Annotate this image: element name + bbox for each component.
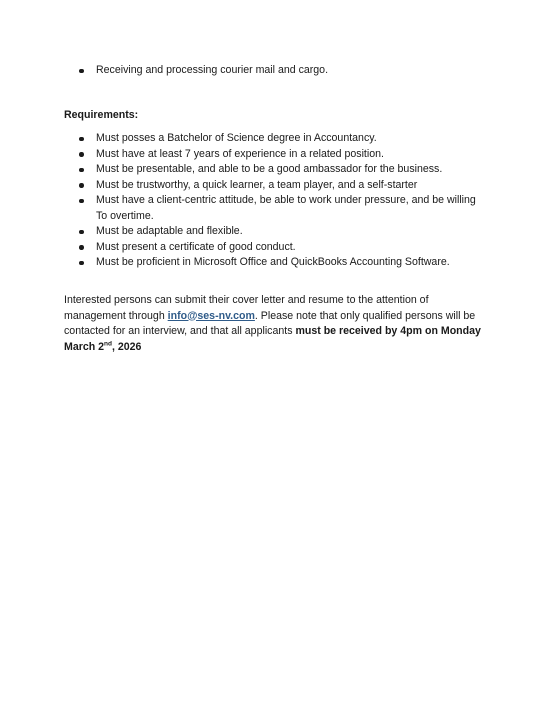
email-link[interactable]: info@ses-nv.com: [167, 309, 255, 322]
closing-text-intro: Interested persons can submit their cover letter and resume to the attention of management through: [64, 294, 429, 322]
list-item: Must posses a Batchelor of Science degree in Accountancy.: [64, 131, 484, 147]
duties-list: [64, 63, 484, 79]
closing-text-note: . Please note that only qualified persons will be contacted for an interview, and that all applicants: [64, 309, 476, 337]
requirements-list: [64, 131, 484, 271]
requirements-heading: Requirements:: [64, 109, 139, 121]
list-item: Must have at least 7 years of experience in a related position.: [64, 147, 484, 163]
list-item: Must be proficient in Microsoft Office and QuickBooks Accounting Software.: [64, 255, 484, 271]
closing-paragraph: [64, 293, 484, 355]
deadline-ordinal-suffix: nd: [104, 339, 112, 347]
list-item: Must be presentable, and able to be a good ambassador for the business.: [64, 162, 484, 178]
list-item: Must have a client-centric attitude, be able to work under pressure, and be willing To overtime.: [64, 193, 484, 224]
deadline-main: must be received by 4pm on Monday March 2: [64, 325, 481, 353]
list-item: Receiving and processing courier mail and cargo.: [64, 63, 484, 79]
list-item: Must present a certificate of good conduct.: [64, 240, 484, 256]
list-item: Must be adaptable and flexible.: [64, 224, 484, 240]
list-item: Must be trustworthy, a quick learner, a team player, and a self-starter: [64, 178, 484, 194]
deadline-year: , 2026: [112, 340, 142, 353]
